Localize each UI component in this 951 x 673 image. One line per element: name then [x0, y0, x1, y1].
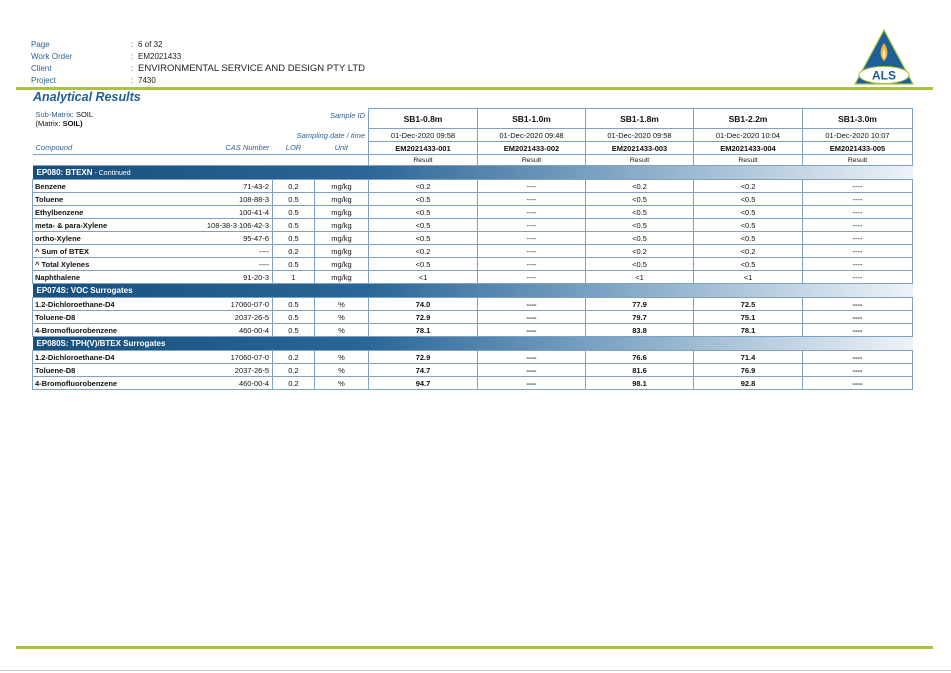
result-value: <0.2: [369, 245, 478, 258]
result-value: 77.9: [586, 298, 694, 311]
unit-value: mg/kg: [315, 180, 369, 193]
cas-number: 460-00-4: [181, 324, 273, 337]
table-row: [33, 180, 913, 193]
result-value: 83.8: [586, 324, 694, 337]
cas-number-header: CAS Number: [225, 143, 270, 153]
project-label: Project: [31, 76, 56, 85]
section-title: EP074S: VOC Surrogates: [36, 286, 133, 295]
matrix-value: SOIL): [62, 118, 83, 128]
matrix-label: (Matrix:: [35, 118, 61, 128]
page-label: Page: [31, 40, 50, 49]
cas-number: 2037-26-5: [181, 364, 273, 377]
sample-date-3: 01-Dec-2020 09:58: [586, 129, 694, 142]
sample-id-label: Sample ID: [329, 110, 365, 120]
sample-name-4: SB1-2.2m: [694, 109, 803, 129]
result-value: <0.5: [369, 232, 478, 245]
result-value: 72.9: [369, 351, 478, 364]
compound-name: 1.2-Dichloroethane-D4: [33, 351, 181, 364]
result-value: <0.2: [586, 180, 694, 193]
section-title-cell: [33, 337, 913, 351]
page-title: Analytical Results: [33, 90, 141, 104]
lor-value: 0.2: [273, 245, 315, 258]
client-separator: :: [131, 64, 134, 73]
result-label-2: Result: [478, 155, 586, 166]
lor-value: 0.2: [273, 180, 315, 193]
table-row: [33, 324, 913, 337]
compound-name: 4-Bromofluorobenzene: [33, 324, 181, 337]
unit-value: mg/kg: [315, 258, 369, 271]
lor-value: 0.5: [273, 311, 315, 324]
cas-number: 91-20-3: [181, 271, 273, 284]
lor-value: 0.2: [273, 351, 315, 364]
sub-matrix-cell: [33, 109, 181, 129]
result-value: ----: [478, 311, 586, 324]
result-value: ----: [803, 258, 913, 271]
sample-name-2: SB1-1.0m: [478, 109, 586, 129]
unit-value: mg/kg: [315, 271, 369, 284]
result-value: 71.4: [694, 351, 803, 364]
result-value: ----: [803, 271, 913, 284]
lor-value: 1: [273, 271, 315, 284]
result-value: ----: [803, 232, 913, 245]
compound-name: Toluene-D8: [33, 364, 181, 377]
result-value: <0.5: [586, 232, 694, 245]
unit-value: mg/kg: [315, 219, 369, 232]
unit-value: %: [315, 351, 369, 364]
cas-number: 71-43-2: [181, 180, 273, 193]
compound-name: Toluene-D8: [33, 311, 181, 324]
sample-date-5: 01-Dec-2020 10:07: [803, 129, 913, 142]
result-value: <0.5: [694, 206, 803, 219]
result-value: ----: [478, 298, 586, 311]
result-value: ----: [478, 245, 586, 258]
result-value: 74.7: [369, 364, 478, 377]
result-value: 76.6: [586, 351, 694, 364]
result-value: 76.9: [694, 364, 803, 377]
footer-divider: [16, 646, 933, 649]
section-header-row: [33, 166, 913, 180]
report-header-info: [31, 39, 365, 87]
result-value: 98.1: [586, 377, 694, 390]
work-order-value: EM2021433: [138, 52, 182, 61]
result-value: 79.7: [586, 311, 694, 324]
sample-date-2: 01-Dec-2020 09:48: [478, 129, 586, 142]
result-value: ----: [478, 206, 586, 219]
sample-name-1: SB1-0.8m: [369, 109, 478, 129]
result-value: ----: [803, 364, 913, 377]
lor-value: 0.5: [273, 232, 315, 245]
compound-name: Toluene: [33, 193, 181, 206]
compound-header: Compound: [35, 143, 73, 153]
result-value: <0.5: [586, 219, 694, 232]
result-label-5: Result: [803, 155, 913, 166]
table-row: [33, 206, 913, 219]
section-title: EP080: BTEXN: [36, 168, 93, 177]
result-value: ----: [803, 351, 913, 364]
page-edge: [0, 670, 951, 671]
result-value: <1: [586, 271, 694, 284]
work-order-label: Work Order: [31, 52, 73, 61]
table-row: [33, 193, 913, 206]
sub-matrix-label: Sub-Matrix:: [35, 109, 74, 119]
result-value: <0.5: [369, 206, 478, 219]
section-header-row: [33, 337, 913, 351]
result-value: <0.5: [694, 232, 803, 245]
lab-id-4: EM2021433-004: [694, 142, 803, 155]
table-row: [33, 232, 913, 245]
result-value: 81.6: [586, 364, 694, 377]
lor-value: 0.2: [273, 377, 315, 390]
result-value: ----: [803, 219, 913, 232]
header-row-work-order: [31, 51, 365, 63]
result-label-3: Result: [586, 155, 694, 166]
section-title-cell: [33, 166, 913, 180]
header-row-client: [31, 63, 365, 75]
result-value: ----: [803, 324, 913, 337]
result-value: 92.8: [694, 377, 803, 390]
lor-value: 0.5: [273, 219, 315, 232]
sample-id-row: [33, 109, 913, 129]
result-value: ----: [478, 364, 586, 377]
work-order-separator: :: [131, 52, 134, 61]
page-separator: :: [131, 40, 134, 49]
sample-name-3: SB1-1.8m: [586, 109, 694, 129]
result-value: ----: [478, 258, 586, 271]
result-value: 78.1: [694, 324, 803, 337]
result-value: ----: [478, 377, 586, 390]
compound-name: ortho-Xylene: [33, 232, 181, 245]
result-value: ----: [478, 351, 586, 364]
table-row: [33, 245, 913, 258]
result-value: ----: [803, 180, 913, 193]
result-label-4: Result: [694, 155, 803, 166]
header-row-project: [31, 75, 365, 87]
result-value: 78.1: [369, 324, 478, 337]
project-separator: :: [131, 76, 134, 85]
header-row-page: [31, 39, 365, 51]
result-value: ----: [478, 219, 586, 232]
result-value: <1: [369, 271, 478, 284]
cas-number: 108-38-3 106-42-3: [181, 219, 273, 232]
result-value: <0.2: [586, 245, 694, 258]
table-row: [33, 311, 913, 324]
result-value: ----: [803, 311, 913, 324]
result-value: ----: [803, 193, 913, 206]
result-value: ----: [803, 298, 913, 311]
result-value: ----: [803, 245, 913, 258]
sub-matrix-value: SOIL: [75, 109, 94, 119]
section-header-row: [33, 284, 913, 298]
result-value: <0.5: [586, 193, 694, 206]
result-value: 94.7: [369, 377, 478, 390]
sample-name-5: SB1-3.0m: [803, 109, 913, 129]
unit-value: %: [315, 364, 369, 377]
lor-value: 0.5: [273, 206, 315, 219]
result-value: ----: [478, 180, 586, 193]
result-value: 72.9: [369, 311, 478, 324]
unit-header: Unit: [334, 143, 348, 153]
als-logo: [853, 28, 915, 88]
result-value: 72.5: [694, 298, 803, 311]
unit-value: %: [315, 311, 369, 324]
unit-value: mg/kg: [315, 206, 369, 219]
client-value: ENVIRONMENTAL SERVICE AND DESIGN PTY LTD: [138, 63, 365, 74]
result-value: ----: [478, 324, 586, 337]
table-row: [33, 271, 913, 284]
table-row: [33, 298, 913, 311]
result-value: ----: [478, 271, 586, 284]
result-value: <0.5: [694, 219, 803, 232]
result-value: <0.2: [694, 245, 803, 258]
lor-value: 0.5: [273, 324, 315, 337]
lor-value: 0.5: [273, 298, 315, 311]
result-value: 75.1: [694, 311, 803, 324]
result-value: ----: [803, 206, 913, 219]
header-divider: [16, 87, 933, 90]
lor-value: 0.5: [273, 258, 315, 271]
cas-number: 100-41-4: [181, 206, 273, 219]
project-value: 7430: [138, 76, 156, 85]
sample-date-1: 01-Dec-2020 09:58: [369, 129, 478, 142]
analytical-results-table: [32, 108, 913, 390]
result-label-1: Result: [369, 155, 478, 166]
unit-value: mg/kg: [315, 193, 369, 206]
lab-id-3: EM2021433-003: [586, 142, 694, 155]
cas-number: ----: [181, 245, 273, 258]
compound-name: Naphthalene: [33, 271, 181, 284]
client-label: Client: [31, 64, 52, 73]
section-title-cell: [33, 284, 913, 298]
result-value: <0.5: [694, 193, 803, 206]
table-row: [33, 258, 913, 271]
cas-number: 2037-26-5: [181, 311, 273, 324]
result-value: ----: [803, 377, 913, 390]
sampling-date-label: Sampling date / time: [296, 130, 365, 140]
lab-id-2: EM2021433-002: [478, 142, 586, 155]
compound-name: Benzene: [33, 180, 181, 193]
lor-header: LOR: [285, 143, 302, 153]
result-value: ----: [478, 232, 586, 245]
result-value: 74.0: [369, 298, 478, 311]
cas-number: 95-47-6: [181, 232, 273, 245]
page-value: 6 of 32: [138, 40, 163, 49]
result-value: <0.5: [586, 258, 694, 271]
logo-text: ALS: [872, 68, 896, 83]
unit-value: %: [315, 324, 369, 337]
table-row: [33, 351, 913, 364]
result-value: <0.5: [369, 219, 478, 232]
result-value: <0.5: [369, 193, 478, 206]
result-value: <1: [694, 271, 803, 284]
compound-name: ^ Total Xylenes: [33, 258, 181, 271]
cas-number: 460-00-4: [181, 377, 273, 390]
sample-date-4: 01-Dec-2020 10:04: [694, 129, 803, 142]
unit-value: %: [315, 377, 369, 390]
table-row: [33, 219, 913, 232]
cas-number: 108-88-3: [181, 193, 273, 206]
result-value: <0.2: [694, 180, 803, 193]
cas-number: 17060-07-0: [181, 298, 273, 311]
result-value: <0.2: [369, 180, 478, 193]
lab-id-1: EM2021433-001: [369, 142, 478, 155]
result-label-row: [33, 155, 913, 166]
unit-value: mg/kg: [315, 245, 369, 258]
compound-name: 4-Bromofluorobenzene: [33, 377, 181, 390]
unit-value: %: [315, 298, 369, 311]
compound-name: 1.2-Dichloroethane-D4: [33, 298, 181, 311]
lab-id-row: [33, 142, 913, 155]
lor-value: 0.5: [273, 193, 315, 206]
result-value: ----: [478, 193, 586, 206]
section-continued-note: - Continued: [92, 170, 131, 177]
lab-id-5: EM2021433-005: [803, 142, 913, 155]
cas-number: 17060-07-0: [181, 351, 273, 364]
sampling-date-row: [33, 129, 913, 142]
table-row: [33, 377, 913, 390]
result-value: <0.5: [586, 206, 694, 219]
result-value: <0.5: [694, 258, 803, 271]
compound-name: meta- & para-Xylene: [33, 219, 181, 232]
compound-name: Ethylbenzene: [33, 206, 181, 219]
result-value: <0.5: [369, 258, 478, 271]
cas-number: ----: [181, 258, 273, 271]
unit-value: mg/kg: [315, 232, 369, 245]
compound-name: ^ Sum of BTEX: [33, 245, 181, 258]
section-title: EP080S: TPH(V)/BTEX Surrogates: [36, 339, 166, 348]
table-row: [33, 364, 913, 377]
lor-value: 0.2: [273, 364, 315, 377]
